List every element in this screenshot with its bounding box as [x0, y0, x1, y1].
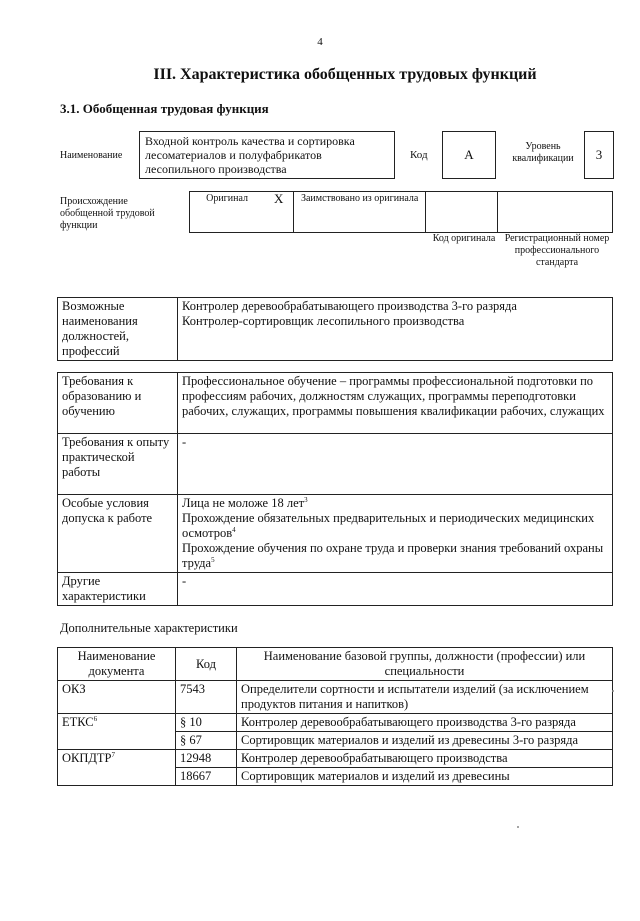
borrowed-label: Заимствовано из оригинала — [294, 192, 426, 233]
position-item: Контролер-сортировщик лесопильного производства — [182, 314, 465, 328]
col-name-header: Наименование базовой группы, должности (профессии) или специальности — [237, 648, 613, 681]
table-row: 18667 Сортировщик материалов и изделий из древесины — [58, 768, 613, 786]
original-label: Оригинал — [190, 192, 265, 233]
origin-code-cell — [426, 192, 498, 233]
conditions-value: Лица не моложе 18 лет$^3$ Прохождение обязательных предварительных и периодических медицинских осмотров$^4$ Прохождение обучения по охране труда и проверки знания требований охраны труда$^5$ — [178, 495, 613, 573]
doc-etks: ЕТКС$^6$ — [58, 714, 176, 750]
origin-label: Происхождение обобщенной трудовой функции — [60, 196, 155, 231]
doc-okz: ОКЗ — [58, 681, 176, 714]
additional-title: Дополнительные характеристики — [60, 621, 238, 635]
table-row: ОКПДТР$^7$ 12948 Контролер деревообрабатывающего производства — [58, 750, 613, 768]
additional-table — [57, 647, 613, 786]
level-box: 3 — [584, 131, 614, 179]
conditions-label: Особые условия допуска к работе — [58, 495, 178, 573]
requirements-table — [57, 372, 613, 606]
origin-table — [189, 191, 613, 233]
other-value: - — [178, 573, 613, 606]
table-row: § 67 Сортировщик материалов и изделий из древесины 3-го разряда — [58, 732, 613, 750]
positions-label: Возможные наименования должностей, профессий — [58, 298, 178, 361]
table-row: ОКЗ 7543 Определители сортности и испытатели изделий (за исключением продуктов питания и напитков) — [58, 681, 613, 714]
name-label: Наименование — [60, 150, 123, 161]
education-label: Требования к образованию и обучению — [58, 373, 178, 434]
function-name-box: Входной контроль качества и сортировка лесоматериалов и полуфабрикатов лесопильного производства — [139, 131, 395, 179]
subsection-title: 3.1. Обобщенная трудовая функция — [60, 101, 269, 116]
section-title: III. Характеристика обобщенных трудовых функций — [153, 66, 537, 83]
scan-speck — [517, 826, 519, 828]
col-code-header: Код — [176, 648, 237, 681]
origin-reg-caption: Регистрационный номер профессионального стандарта — [504, 233, 610, 268]
other-label: Другие характеристики — [58, 573, 178, 606]
education-value: Профессиональное обучение – программы профессиональной подготовки по профессиям рабочих, должностям служащих, программы переподготовки рабочих, служащих, программы повышения квалификации рабочих, служащих — [178, 373, 613, 434]
experience-value: - — [178, 434, 613, 495]
scan-speck — [612, 690, 614, 692]
origin-code-caption: Код оригинала — [432, 233, 496, 244]
table-row: ЕТКС$^6$ § 10 Контролер деревообрабатывающего производства 3-го разряда — [58, 714, 613, 732]
col-doc-header: Наименование документа — [58, 648, 176, 681]
origin-reg-cell — [498, 192, 613, 233]
doc-okpdtr: ОКПДТР$^7$ — [58, 750, 176, 786]
positions-table — [57, 297, 613, 361]
code-box: А — [442, 131, 496, 179]
code-label: Код — [410, 149, 428, 161]
position-item: Контролер деревообрабатывающего производства 3-го разряда — [182, 299, 517, 313]
original-mark: X — [264, 192, 294, 233]
page-number: 4 — [317, 36, 323, 48]
experience-label: Требования к опыту практической работы — [58, 434, 178, 495]
level-label: Уровень квалификации — [512, 141, 574, 164]
